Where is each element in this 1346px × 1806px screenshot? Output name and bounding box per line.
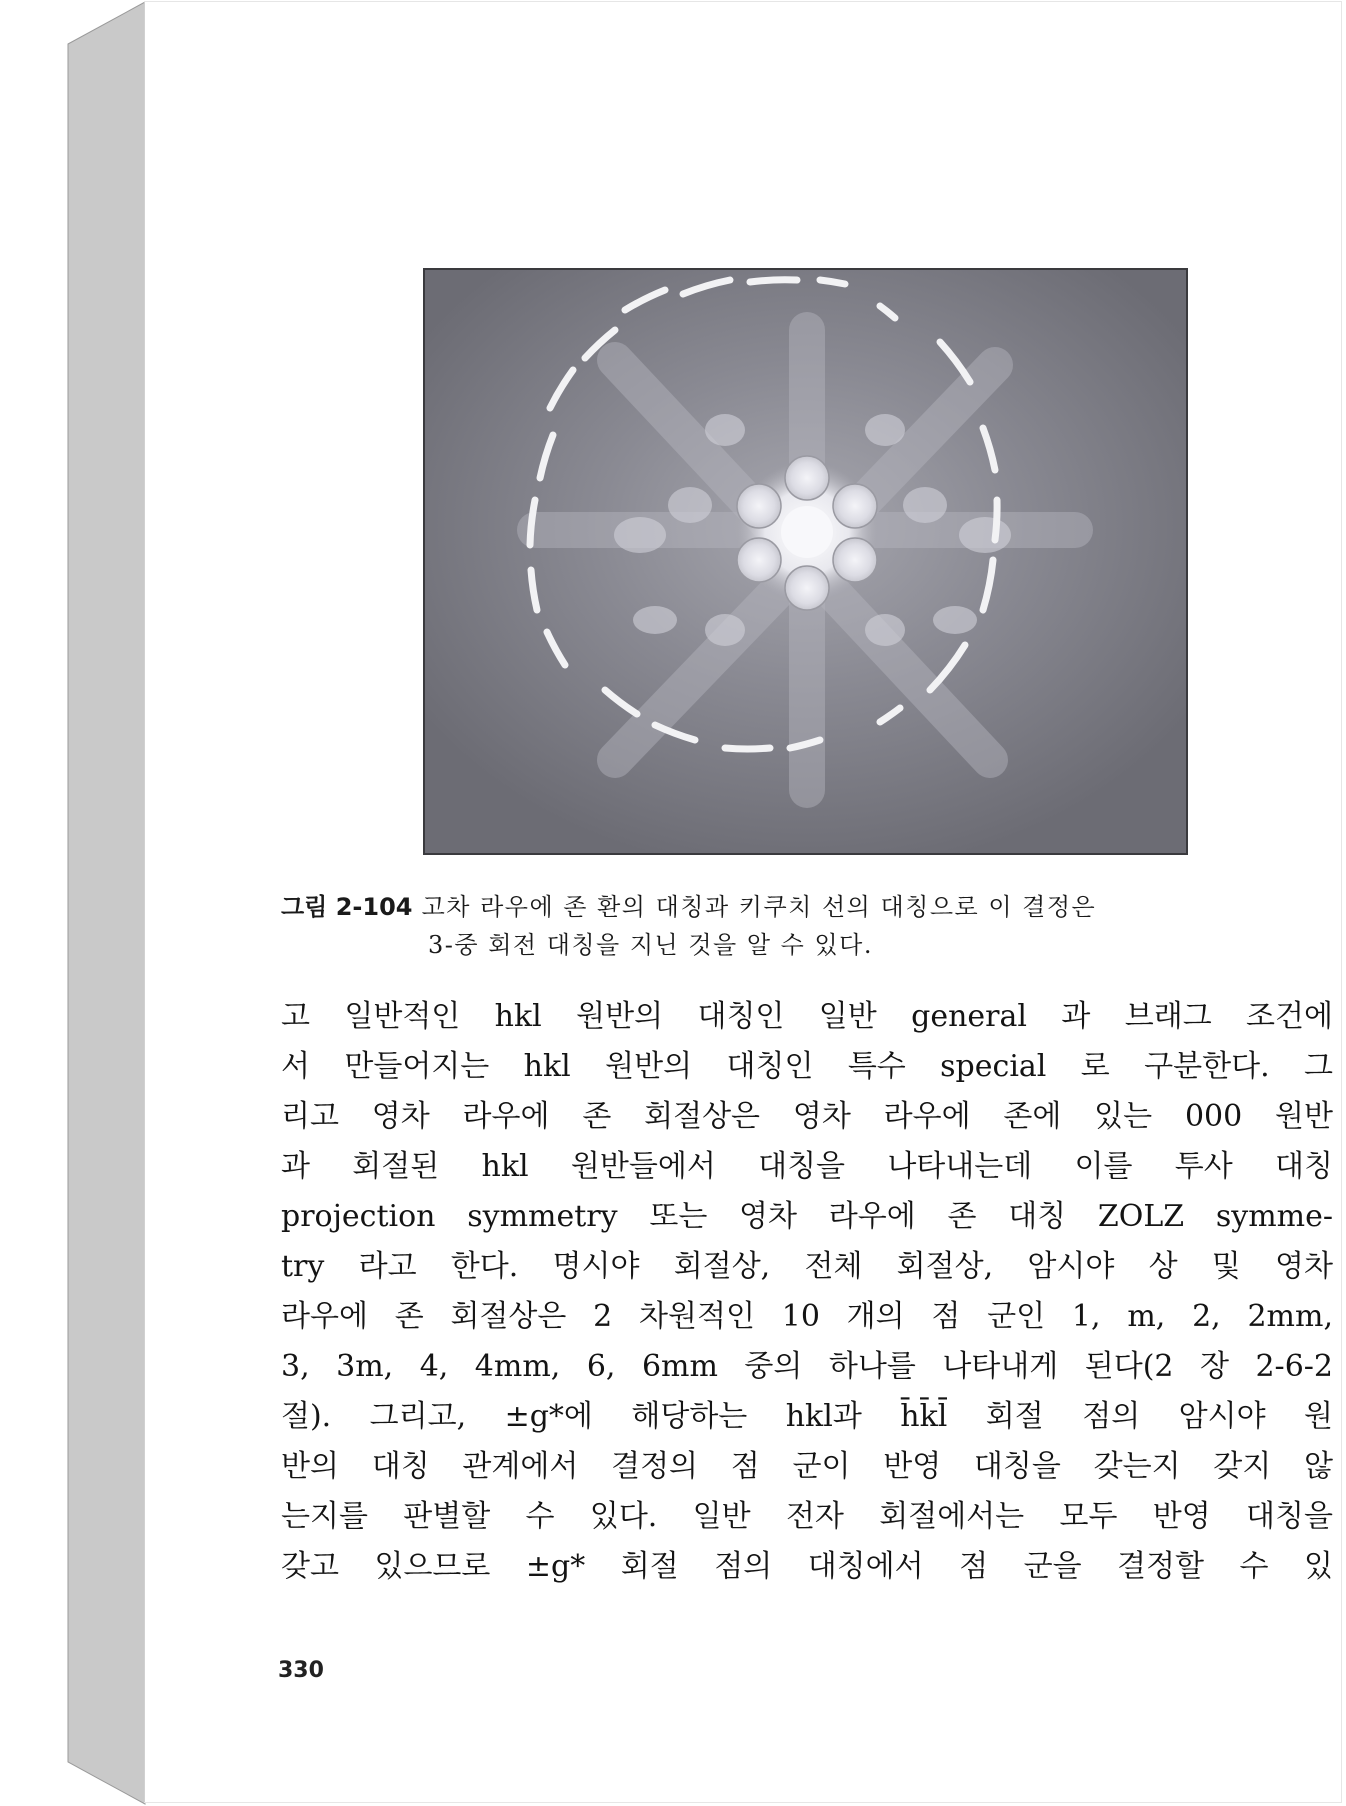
page-number: 330 bbox=[278, 1658, 324, 1683]
cbed-diffraction-figure bbox=[423, 268, 1188, 855]
body-line: 리고 영차 라우에 존 회절상은 영차 라우에 존에 있는 000 원반 bbox=[281, 1099, 1333, 1134]
figure-caption bbox=[281, 888, 1331, 964]
caption-line-1 bbox=[281, 888, 1331, 926]
body-line: try 라고 한다. 명시야 회절상, 전체 회절상, 암시야 상 및 영차 bbox=[281, 1249, 1333, 1284]
body-line: projection symmetry 또는 영차 라우에 존 대칭 ZOLZ symme- bbox=[281, 1199, 1333, 1234]
caption-label: 그림 2-104 bbox=[281, 893, 413, 921]
body-line: 고 일반적인 hkl 원반의 대칭인 일반 general 과 브래그 조건에 bbox=[281, 999, 1333, 1034]
body-line: 절). 그리고, ±g*에 해당하는 hkl과 h̄k̄l̄ 회절 점의 암시야 원 bbox=[281, 1399, 1333, 1434]
body-line: 는지를 판별할 수 있다. 일반 전자 회절에서는 모두 반영 대칭을 bbox=[281, 1499, 1333, 1534]
body-line: 갖고 있으므로 ±g* 회절 점의 대칭에서 점 군을 결정할 수 있 bbox=[281, 1549, 1333, 1584]
body-line: 3, 3m, 4, 4mm, 6, 6mm 중의 하나를 나타내게 된다(2 장 2-6-2 bbox=[281, 1349, 1333, 1384]
body-paragraph bbox=[281, 992, 1333, 1592]
page bbox=[145, 2, 1341, 1802]
body-line: 서 만들어지는 hkl 원반의 대칭인 특수 special 로 구분한다. 그 bbox=[281, 1049, 1333, 1084]
body-line: 과 회절된 hkl 원반들에서 대칭을 나타내는데 이를 투사 대칭 bbox=[281, 1149, 1333, 1184]
body-line: 반의 대칭 관계에서 결정의 점 군이 반영 대칭을 갖는지 갖지 않 bbox=[281, 1449, 1333, 1484]
caption-text-1: 고차 라우에 존 환의 대칭과 키쿠치 선의 대칭으로 이 결정은 bbox=[421, 893, 1097, 921]
body-line: 라우에 존 회절상은 2 차원적인 10 개의 점 군인 1, m, 2, 2mm, bbox=[281, 1299, 1333, 1334]
caption-line-2: 3-중 회전 대칭을 지닌 것을 알 수 있다. bbox=[428, 931, 873, 959]
